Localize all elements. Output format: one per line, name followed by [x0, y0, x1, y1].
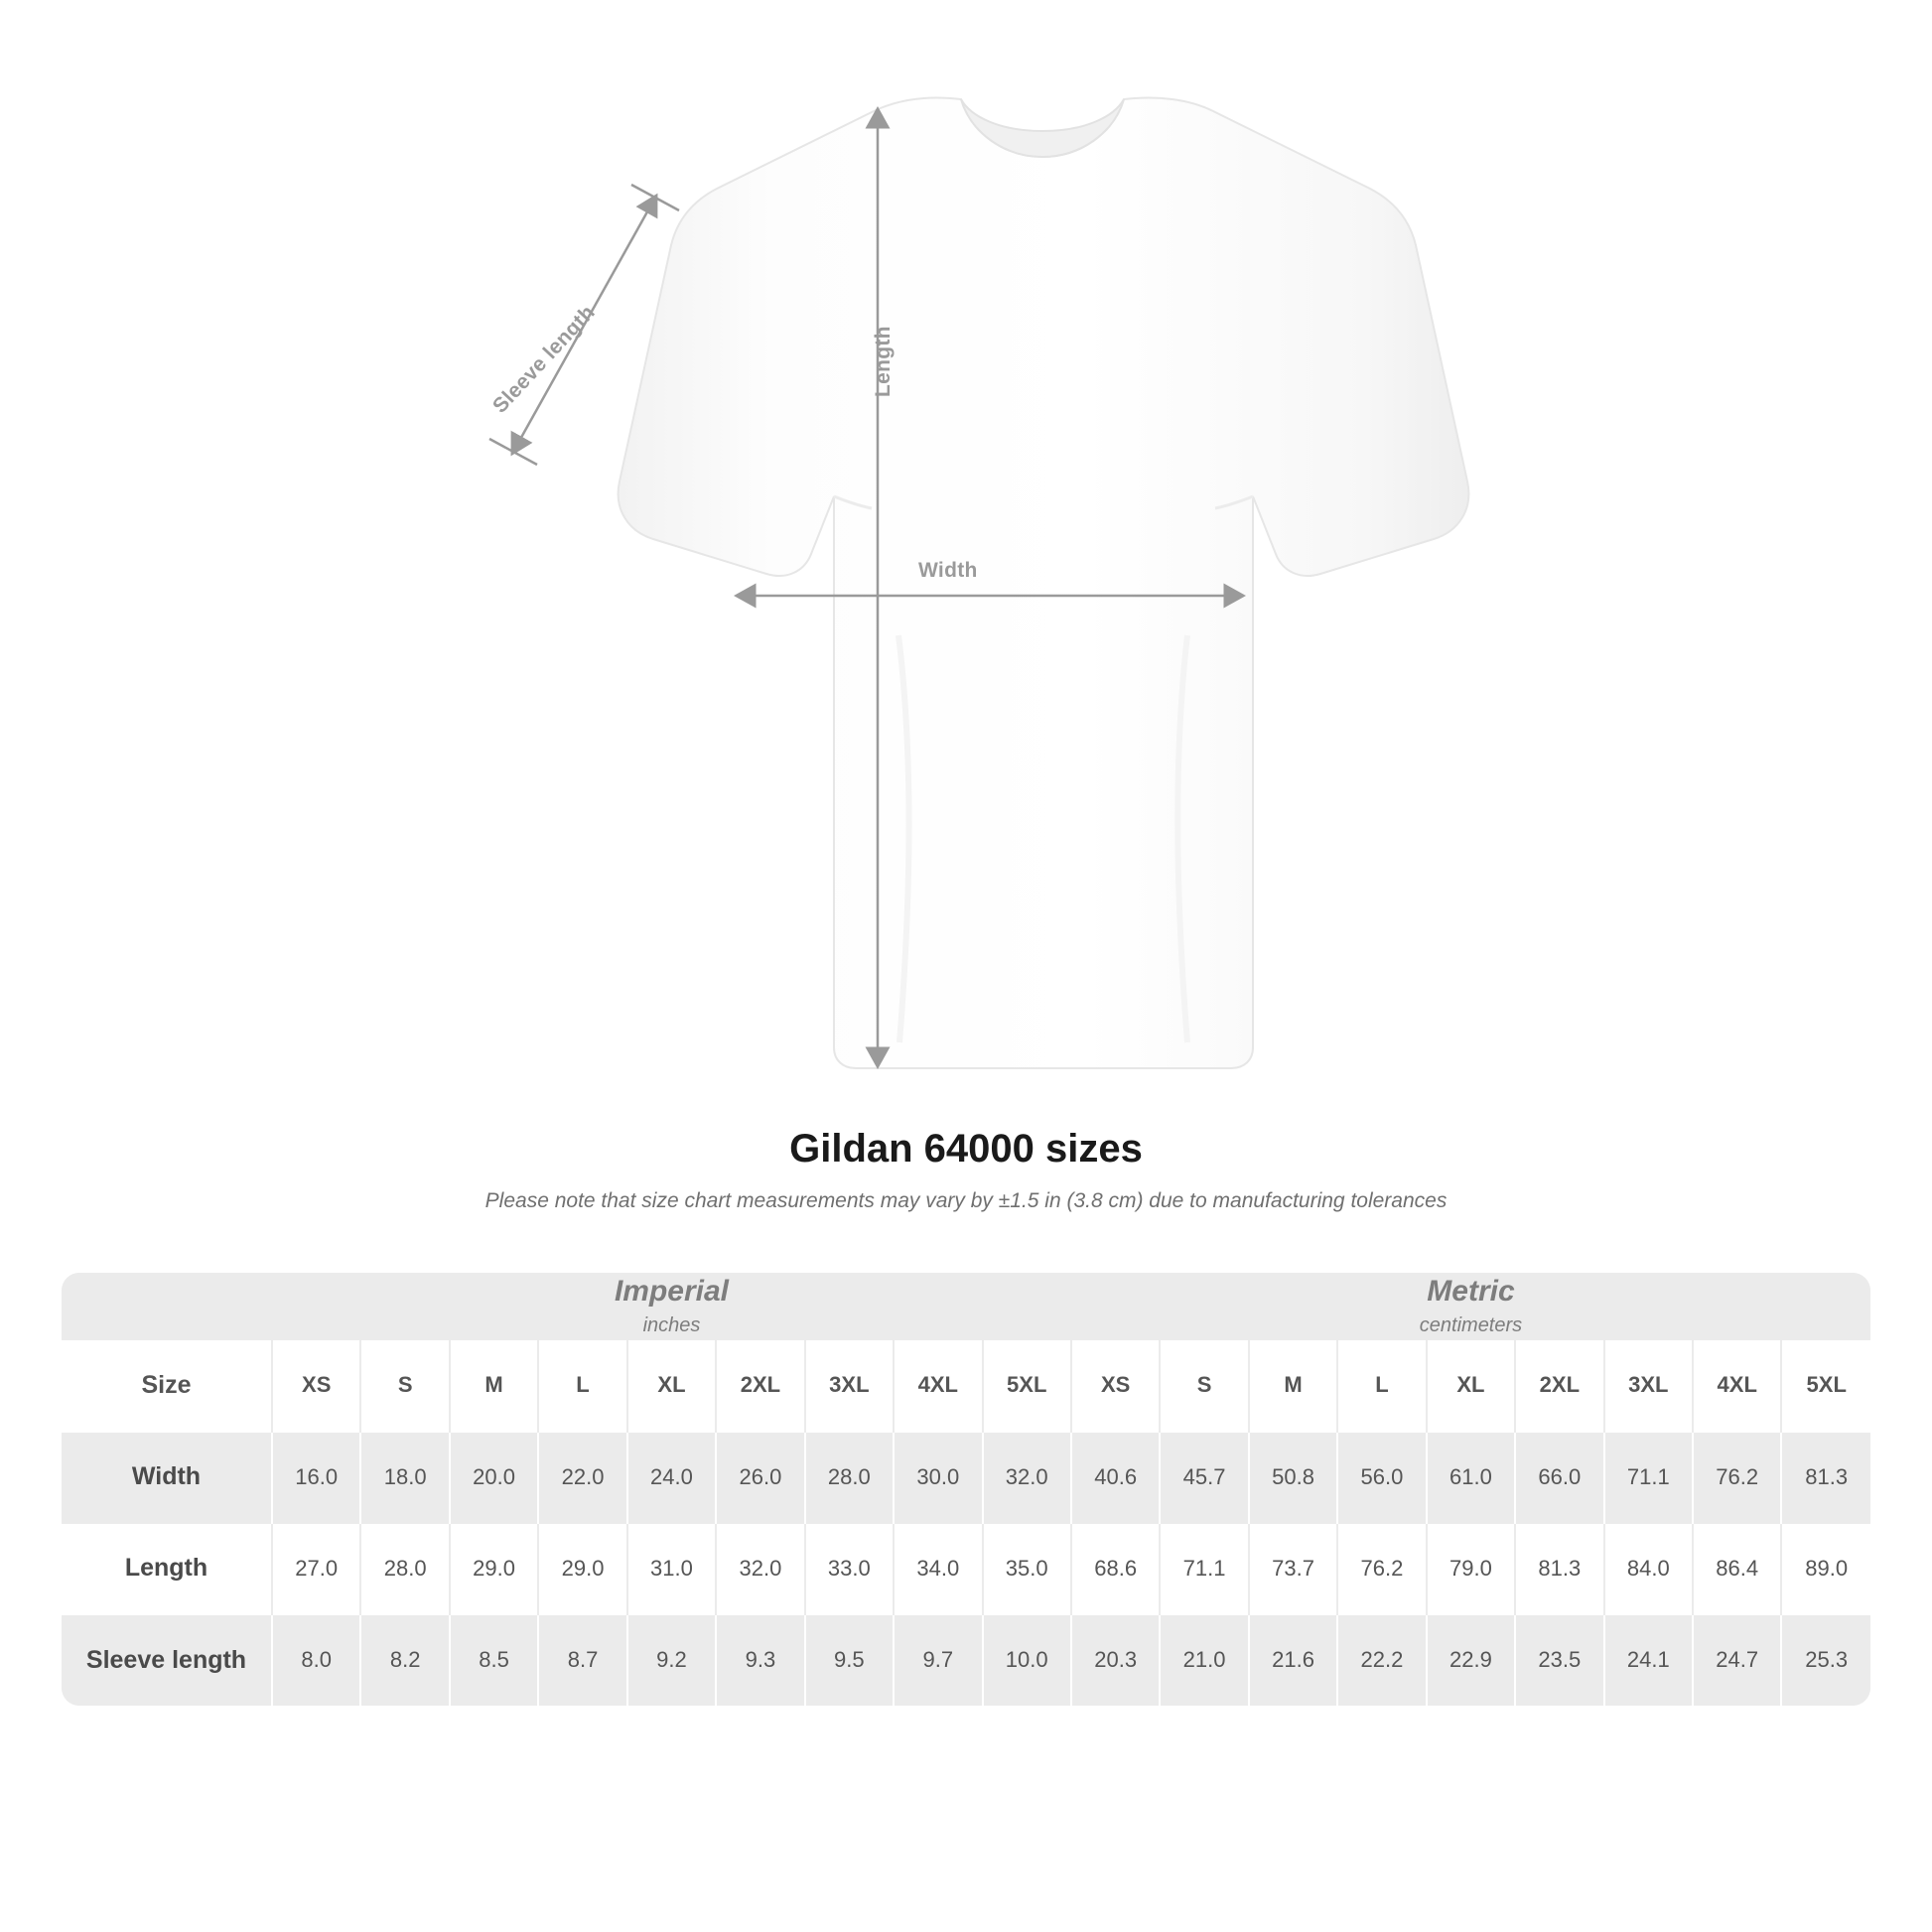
table-cell: 21.6: [1249, 1614, 1337, 1706]
table-cell: 24.7: [1693, 1614, 1781, 1706]
table-cell: 79.0: [1427, 1523, 1515, 1614]
table-cell: 22.9: [1427, 1614, 1515, 1706]
table-cell: 45.7: [1160, 1432, 1248, 1523]
table-cell: 76.2: [1337, 1523, 1426, 1614]
table-cell: 8.0: [272, 1614, 360, 1706]
table-cell: 30.0: [894, 1432, 982, 1523]
size-header-cell: XS: [272, 1340, 360, 1432]
sleeve-tick-bottom: [489, 439, 537, 465]
row-label-length: Length: [62, 1523, 272, 1614]
size-header-cell: 3XL: [805, 1340, 894, 1432]
row-label-sleeve-length: Sleeve length: [62, 1614, 272, 1706]
size-header-cell: 4XL: [1693, 1340, 1781, 1432]
table-cell: 26.0: [716, 1432, 804, 1523]
table-cell: 81.3: [1781, 1432, 1870, 1523]
width-label: Width: [918, 559, 978, 582]
table-cell: 21.0: [1160, 1614, 1248, 1706]
table-cell: 8.2: [360, 1614, 449, 1706]
unit-group-metric-sub: centimeters: [1419, 1313, 1523, 1336]
size-header-cell: S: [1160, 1340, 1248, 1432]
table-cell: 20.3: [1071, 1614, 1160, 1706]
unit-group-imperial-sub: inches: [642, 1313, 701, 1336]
size-header-cell: 5XL: [983, 1340, 1071, 1432]
unit-group-corner: [62, 1273, 272, 1340]
table-cell: 27.0: [272, 1523, 360, 1614]
table-cell: 89.0: [1781, 1523, 1870, 1614]
table-cell: 16.0: [272, 1432, 360, 1523]
table-cell: 25.3: [1781, 1614, 1870, 1706]
size-table: [62, 1273, 1870, 1706]
size-header-cell: 2XL: [716, 1340, 804, 1432]
table-cell: 9.2: [627, 1614, 716, 1706]
table-cell: 29.0: [538, 1523, 626, 1614]
table-cell: 24.0: [627, 1432, 716, 1523]
table-cell: 40.6: [1071, 1432, 1160, 1523]
table-cell: 32.0: [716, 1523, 804, 1614]
size-header-row: [62, 1340, 1870, 1432]
table-cell: 35.0: [983, 1523, 1071, 1614]
table-cell: 9.3: [716, 1614, 804, 1706]
table-cell: 28.0: [360, 1523, 449, 1614]
unit-group-imperial-name: Imperial: [614, 1275, 729, 1308]
table-cell: 23.5: [1515, 1614, 1603, 1706]
table-cell: 8.5: [450, 1614, 538, 1706]
table-row: [62, 1523, 1870, 1614]
size-header-cell: M: [450, 1340, 538, 1432]
size-header-cell: M: [1249, 1340, 1337, 1432]
size-header-cell: 2XL: [1515, 1340, 1603, 1432]
size-header-label: Size: [62, 1340, 272, 1432]
table-cell: 76.2: [1693, 1432, 1781, 1523]
table-cell: 68.6: [1071, 1523, 1160, 1614]
sleeve-tick-top: [631, 185, 679, 210]
size-header-cell: 5XL: [1781, 1340, 1870, 1432]
table-cell: 9.7: [894, 1614, 982, 1706]
table-cell: 33.0: [805, 1523, 894, 1614]
table-cell: 71.1: [1160, 1523, 1248, 1614]
table-cell: 56.0: [1337, 1432, 1426, 1523]
table-cell: 61.0: [1427, 1432, 1515, 1523]
tshirt-shape: [619, 98, 1469, 1069]
size-header-cell: 4XL: [894, 1340, 982, 1432]
size-header-cell: XL: [627, 1340, 716, 1432]
page-title: Gildan 64000 sizes: [789, 1127, 1143, 1171]
table-cell: 29.0: [450, 1523, 538, 1614]
table-row: [62, 1614, 1870, 1706]
unit-group-metric: [1071, 1273, 1870, 1340]
table-cell: 50.8: [1249, 1432, 1337, 1523]
table-cell: 84.0: [1604, 1523, 1693, 1614]
table-cell: 9.5: [805, 1614, 894, 1706]
table-cell: 71.1: [1604, 1432, 1693, 1523]
table-cell: 10.0: [983, 1614, 1071, 1706]
table-cell: 34.0: [894, 1523, 982, 1614]
table-cell: 24.1: [1604, 1614, 1693, 1706]
size-header-cell: 3XL: [1604, 1340, 1693, 1432]
size-header-cell: XL: [1427, 1340, 1515, 1432]
table-row: [62, 1432, 1870, 1523]
table-cell: 32.0: [983, 1432, 1071, 1523]
unit-group-row: [62, 1273, 1870, 1340]
tolerance-note: Please note that size chart measurements may vary by ±1.5 in (3.8 cm) due to manufacturing tolerances: [484, 1189, 1448, 1212]
unit-group-imperial: [272, 1273, 1071, 1340]
table-cell: 8.7: [538, 1614, 626, 1706]
title-block: [0, 1127, 1932, 1213]
row-label-width: Width: [62, 1432, 272, 1523]
table-cell: 73.7: [1249, 1523, 1337, 1614]
table-cell: 66.0: [1515, 1432, 1603, 1523]
size-header-cell: S: [360, 1340, 449, 1432]
size-table-container: [62, 1273, 1870, 1706]
table-cell: 81.3: [1515, 1523, 1603, 1614]
size-header-cell: L: [1337, 1340, 1426, 1432]
table-cell: 20.0: [450, 1432, 538, 1523]
unit-group-metric-name: Metric: [1427, 1275, 1515, 1308]
size-header-cell: XS: [1071, 1340, 1160, 1432]
table-cell: 31.0: [627, 1523, 716, 1614]
table-cell: 28.0: [805, 1432, 894, 1523]
table-cell: 22.2: [1337, 1614, 1426, 1706]
table-cell: 18.0: [360, 1432, 449, 1523]
sleeve-length-label: Sleeve length: [488, 301, 600, 418]
table-cell: 86.4: [1693, 1523, 1781, 1614]
size-header-cell: L: [538, 1340, 626, 1432]
table-cell: 22.0: [538, 1432, 626, 1523]
length-label: Length: [872, 326, 895, 397]
